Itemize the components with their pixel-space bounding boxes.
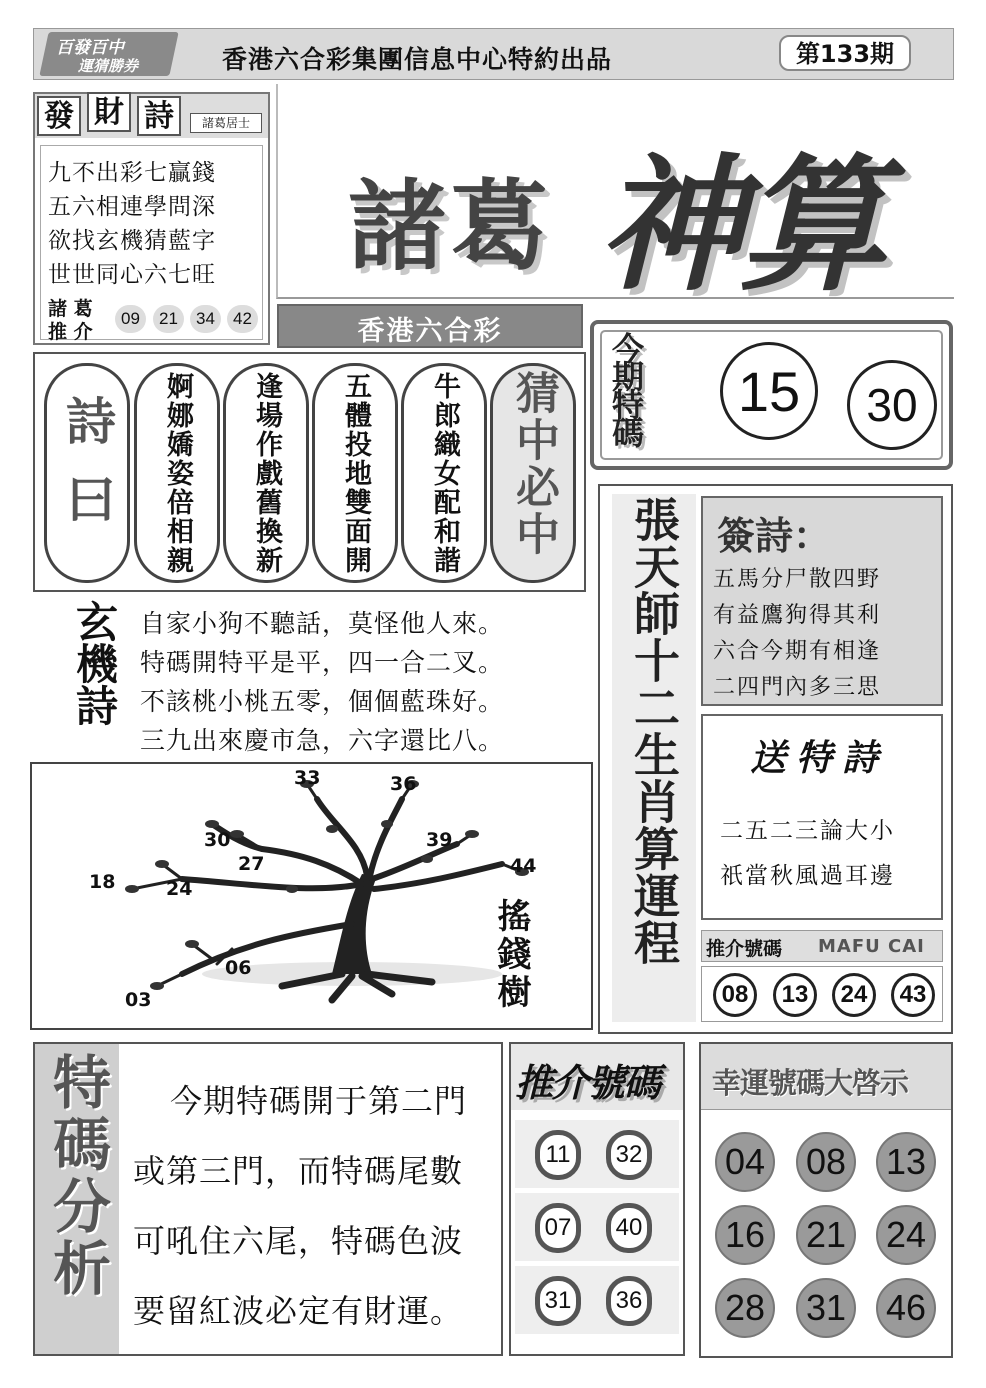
analysis-line: 可吼住六尾，特碼色波 [133,1222,464,1260]
fortune-number: 21 [153,305,184,333]
tree-number: 24 [166,878,193,900]
zodiac-recommend-label: 推介號碼 [706,938,783,960]
banner-subtitle: 香港六合彩 [357,316,503,347]
recommended-number: 36 [606,1276,652,1326]
today-special-number: 15 [720,342,818,440]
fortune-author-tag: 諸葛居士 [190,113,262,133]
today-special-label: 今期特碼 [607,332,645,444]
special-poem-line: 二五二三論大小 [720,818,895,844]
tree-number: 27 [238,853,265,875]
tree-number: 39 [426,829,453,851]
lucky-title: 幸運號碼大啓示 [712,1066,909,1100]
poem-column: 五體投地雙面開 [340,372,371,575]
sign-poem-line: 五馬分尸散四野 [713,567,882,592]
lucky-number: 24 [876,1205,936,1265]
fortune-recommend-label-1: 諸 葛 [48,298,93,320]
lucky-number: 04 [715,1132,775,1192]
poem-column: 牛郎織女配和諧 [429,372,460,575]
fortune-number: 42 [227,305,258,333]
zodiac-recommend-number: 43 [891,973,935,1017]
analysis-line: 要留紅波必定有財運。 [133,1292,464,1330]
recommended-number: 11 [535,1130,581,1180]
tree-number: 36 [390,773,417,795]
fortune-title-char-2: 財 [87,92,131,132]
header-title: 香港六合彩集團信息中心特約出品 [222,45,613,74]
fortune-number: 09 [115,305,146,333]
zodiac-recommend-number: 24 [832,973,876,1017]
mystic-line-3: 不該桃小桃五零，個個藍珠好。 [140,687,505,716]
lucky-number: 28 [715,1278,775,1338]
sign-poem-line: 有益鷹狗得其利 [713,603,882,628]
recommended-number: 07 [535,1203,581,1253]
lucky-number: 13 [876,1132,936,1192]
tree-number: 30 [204,829,231,851]
fortune-title-char-1: 發 [37,96,81,136]
zodiac-heading: 張天師十二生肖算運程 [627,496,681,966]
lucky-number: 08 [796,1132,856,1192]
tree-number: 33 [294,767,321,789]
poem-tail: 猜中必中 [508,370,559,558]
analysis-line: 或第三門，而特碼尾數 [133,1152,464,1190]
banner-title-left: 諸葛 [348,170,553,284]
banner-title-right: 神算 [598,140,882,311]
analysis-label: 特碼分析 [43,1052,111,1300]
fortune-line-1: 九不出彩七贏錢 [48,160,216,186]
tree-number: 06 [225,957,252,979]
sign-poem-line: 六合今期有相逢 [713,639,882,664]
tree-number: 03 [125,989,152,1011]
lucky-number: 16 [715,1205,775,1265]
sign-poem-title: 簽詩： [717,513,832,558]
recommended-number: 32 [606,1130,652,1180]
fortune-number: 34 [190,305,221,333]
mystic-line-2: 特碼開特平是平，四一合二叉。 [140,648,505,677]
today-special-number: 30 [847,360,937,450]
analysis-line: 今期特碼開于第二門 [170,1082,468,1120]
header-corner-line1: 百發百中 [56,38,124,58]
tree-number: 44 [510,855,537,877]
money-tree-caption: 搖錢樹 [491,898,531,1012]
fortune-recommend-label-2: 推 介 [48,321,93,343]
lucky-number: 31 [796,1278,856,1338]
sign-poem-line: 二四門內多三思 [713,675,882,700]
tree-number: 18 [89,871,116,893]
mystic-poem-label: 玄機詩 [70,600,119,726]
mystic-line-4: 三九出來慶市急，六字還比八。 [140,726,505,755]
recommended-number: 31 [535,1276,581,1326]
poem-column: 婀娜嬌姿倍相親 [162,372,193,575]
issue-badge: 第133期 [779,35,911,71]
fortune-line-3: 欲找玄機猜藍字 [48,228,216,254]
lucky-number: 21 [796,1205,856,1265]
fortune-line-2: 五六相連學問深 [48,194,216,220]
header-corner-line2: 運猜勝券 [78,57,139,75]
zodiac-recommend-number: 13 [773,973,817,1017]
mystic-line-1: 自家小狗不聽話，莫怪他人來。 [140,609,505,638]
recommended-title: 推介號碼 [515,1061,660,1105]
poem-lead: 詩曰 [58,395,117,551]
zodiac-recommend-number: 08 [713,973,757,1017]
fortune-line-4: 世世同心六七旺 [48,262,216,288]
poem-column: 逢場作戲舊換新 [251,372,282,575]
special-poem-line: 祇當秋風過耳邊 [720,863,895,889]
special-poem-title: 送特詩 [750,737,889,779]
recommended-number: 40 [606,1203,652,1253]
lucky-number: 46 [876,1278,936,1338]
zodiac-recommend-brand: MAFU CAI [818,936,925,957]
fortune-title-char-3: 詩 [137,96,181,136]
